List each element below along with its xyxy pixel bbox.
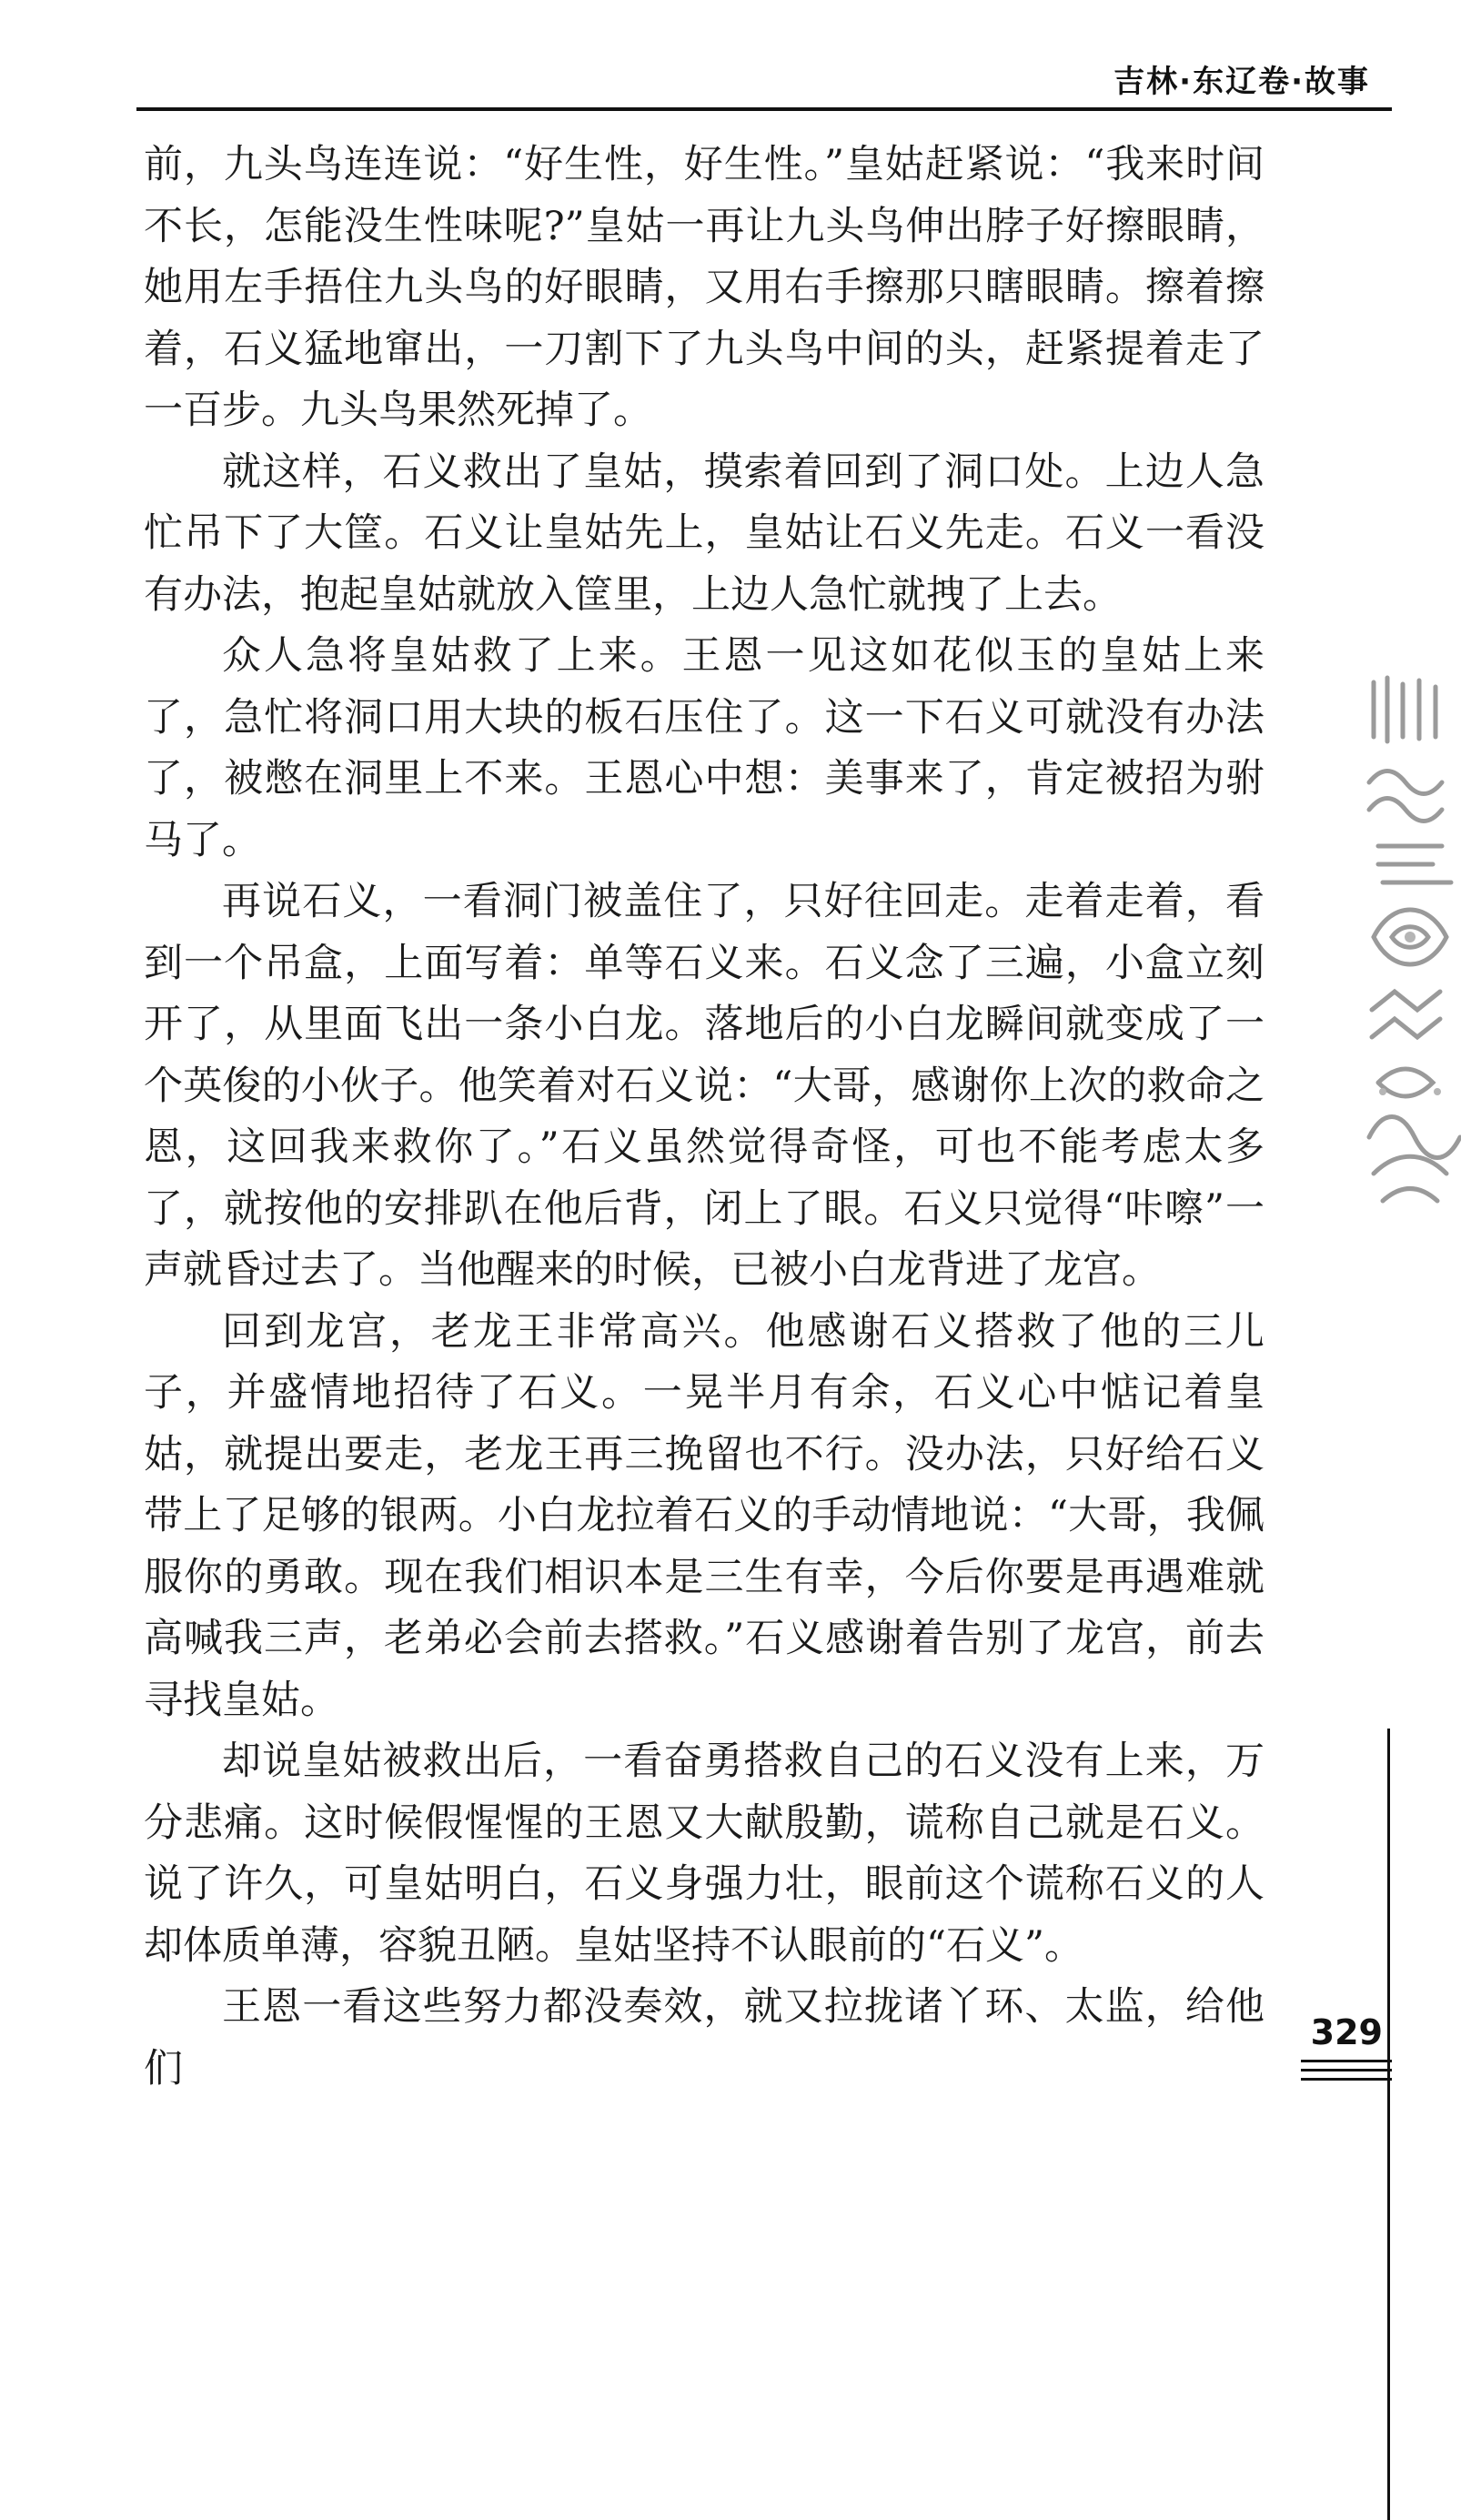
paragraph-2: 就这样，石义救出了皇姑，摸索着回到了洞口处。上边人急忙吊下了大筐。石义让皇姑先上，皇姑让石义先走。石义一看没有办法，抱起皇姑就放入筐里，上边人急忙就拽了上去。	[144, 449, 1265, 618]
page-number-rule	[1301, 2060, 1392, 2062]
paragraph-6: 却说皇姑被救出后，一看奋勇搭救自己的石义没有上来，万分悲痛。这时候假惺惺的王恩又大献殷勤，谎称自己就是石义。说了许久，可皇姑明白，石义身强力壮，眼前这个谎称石义的人却体质单薄，容貌丑陋。皇姑坚持不认眼前的“石义”。	[144, 1739, 1265, 1969]
paragraph-1: 前，九头鸟连连说：“好生性，好生性。”皇姑赶紧说：“我来时间不长，怎能没生性味呢?”皇姑一再让九头鸟伸出脖子好擦眼睛，她用左手捂住九头鸟的好眼睛，又用右手擦那只瞎眼睛。擦着擦着，石义猛地窜出，一刀割下了九头鸟中间的头，赶紧提着走了一百步。九头鸟果然死掉了。	[144, 142, 1265, 433]
paragraph-7: 王恩一看这些努力都没奏效，就又拉拢诸丫环、太监，给他们	[144, 1984, 1265, 2092]
paragraph-5: 回到龙宫，老龙王非常高兴。他感谢石义搭救了他的三儿子，并盛情地招待了石义。一晃半月有余，石义心中惦记着皇姑，就提出要走，老龙王再三挽留也不行。没办法，只好给石义带上了足够的银两。小白龙拉着石义的手动情地说：“大哥，我佩服你的勇敢。现在我们相识本是三生有幸，今后你要是再遇难就高喊我三声，老弟必会前去搭救。”石义感谢着告别了龙宫，前去寻找皇姑。	[144, 1308, 1265, 1723]
paragraph-4: 再说石义，一看洞门被盖住了，只好往回走。走着走着，看到一个吊盒，上面写着：单等石义来。石义念了三遍，小盒立刻开了，从里面飞出一条小白龙。落地后的小白龙瞬间就变成了一个英俊的小伙子。他笑着对石义说：“大哥，感谢你上次的救命之恩，这回我来救你了。”石义虽然觉得奇怪，可也不能考虑太多了，就按他的安排趴在他后背，闭上了眼。石义只觉得“咔嚓”一声就昏过去了。当他醒来的时候，已被小白龙背进了龙宫。	[144, 879, 1265, 1293]
side-rule	[1387, 1729, 1390, 2520]
body-text	[144, 135, 1265, 2100]
folk-art-ornament-icon	[1355, 664, 1461, 1228]
page-number-rule	[1301, 2069, 1392, 2071]
header-title: 吉林·东辽卷·故事	[1113, 64, 1370, 100]
header-rule	[136, 107, 1392, 111]
paragraph-3: 众人急将皇姑救了上来。王恩一见这如花似玉的皇姑上来了，急忙将洞口用大块的板石压住了。这一下石义可就没有办法了，被憋在洞里上不来。王恩心中想：美事来了，肯定被招为驸马了。	[144, 633, 1265, 863]
page-number: 329	[1310, 2012, 1383, 2052]
page-number-rule	[1301, 2078, 1392, 2081]
